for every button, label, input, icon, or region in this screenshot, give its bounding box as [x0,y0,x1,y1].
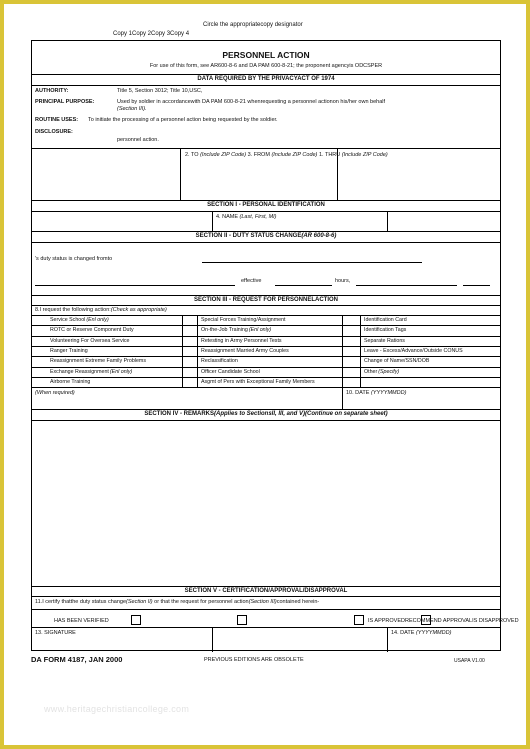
signature-label: 13. SIGNATURE [35,630,76,636]
certification-text [35,599,319,605]
routine-text: To initiate the processing of a personnel action being requested by the soldier. [88,117,278,123]
to-label: 2. TO [185,152,199,158]
action-option-label: Identification Tags [364,327,407,334]
when-required: (When required) [35,390,75,396]
action-option-col3-3[interactable] [364,348,463,354]
version-label: USAPA V1.00 [454,658,485,664]
action-option-col1-2[interactable] [50,338,130,344]
form-subtitle: For use of this form, see AR600-8-6 and DA PAM 600-8-21; the proponent agencyis ODCSPER [149,63,383,69]
action-option-label: Reassignment Married Army Couples [201,347,289,354]
action-option-label: Leave - Excess/Advance/Outside CONUS [364,347,463,354]
disclosure-text: personnel action. [117,137,159,143]
action-option-label: On-the-Job Training [201,327,248,334]
to-hint: (Include ZIP Code) [200,152,247,158]
thru-label: 1. THRU [318,152,341,158]
form-title: PERSONNEL ACTION [222,50,310,60]
action-option-col3-4[interactable] [364,358,429,364]
form-page [4,4,526,745]
verified-label: HAS BEEN VERIFIED [54,618,109,624]
checklist-row-divider [32,356,500,357]
to-field[interactable] [185,152,388,158]
action-option-col3-5[interactable] [364,369,399,375]
copy-instruction: Circle the appropriatecopy designator [203,22,303,28]
cert-hint-2: (Section III) [248,599,277,605]
purpose-label: PRINCIPAL PURPOSE: [35,99,95,105]
action-option-hint: (Enl only) [109,368,133,375]
hours-extra-line[interactable] [463,285,490,286]
action-option-label: Retesting in Army Personnel Tests [201,337,282,344]
cert-text-1: 11.I certify thatthe duty status change [35,599,127,605]
action-option-col1-5[interactable] [50,369,132,375]
form-number: DA FORM 4187, JAN 2000 [31,655,123,664]
action-option-hint: (Enl only) [86,317,109,323]
authority-label: AUTHORITY: [35,88,69,94]
request-instruction [35,307,167,313]
request-date-field[interactable] [346,390,406,396]
action-option-label: Reassignment Extreme Family Problems [50,358,146,365]
action-option-hint: (Specify) [378,368,400,375]
action-option-label: Exchange Reassignment [50,368,109,375]
action-option-label: Ranger Training [50,347,88,354]
section-2-heading [32,233,500,239]
action-option-col2-0[interactable] [201,317,286,323]
action-option-col1-3[interactable] [50,348,88,354]
action-option-col2-1[interactable] [201,327,271,333]
name-hint: (Last, First, MI) [239,214,277,220]
checklist-row-divider [32,377,500,378]
action-option-col2-5[interactable] [201,369,260,375]
action-option-label: Officer Candidate School [201,368,260,375]
section-4-title: SECTION IV - REMARKS [144,411,214,417]
from-label: 3. FROM [247,152,270,158]
action-option-label: Reclassification [201,358,238,365]
signature-field[interactable] [35,637,210,651]
action-option-col3-1[interactable] [364,327,406,333]
blank-checkbox[interactable] [237,615,247,625]
request-hint: (Check as appropriate) [110,307,167,313]
approval-options: IS APPROVEDRECOMMEND APPROVALIS DISAPPROVED [368,618,519,624]
effective-label: effective [241,278,262,284]
section-2-title: SECTION II - DUTY STATUS CHANGE [195,233,302,239]
cert-date-label: 14. DATE [391,630,415,636]
request-text: 8.I request the following action: [35,307,111,313]
action-option-col3-0[interactable] [364,317,407,323]
action-option-label: Identification Card [364,317,407,323]
from-hint: (Include ZIP Code) [271,152,318,158]
cert-date-field[interactable] [391,630,451,636]
duty-status-text: 's duty status is changed fromto [35,256,113,262]
action-option-label: Other [364,368,378,375]
section-5-heading: SECTION V - CERTIFICATION/APPROVAL/DISAPPROVAL [184,588,348,594]
cert-text-2: or that the request for personnel action [154,599,249,605]
thru-hint: (Include ZIP Code) [341,152,388,158]
checklist-row-divider [32,325,500,326]
verified-checkbox[interactable] [131,615,141,625]
effective-line[interactable] [275,285,332,286]
personnel-action-form [31,40,519,651]
duty-status-from-line[interactable] [35,285,235,286]
cert-hint-1: (Section II) [126,599,153,605]
approved-checkbox[interactable] [354,615,364,625]
request-date-hint: (YYYYMMDD) [370,390,407,396]
action-option-col1-6[interactable] [50,379,90,385]
action-option-hint: (Enl only) [248,327,272,334]
cert-date-hint: (YYYYMMDD) [415,630,452,636]
section-4-heading [32,411,500,417]
action-option-label: Special Forces Training/Assignment [201,317,286,323]
checklist-row-divider [32,336,500,337]
action-option-label: Airborne Training [50,378,91,385]
action-option-label: Separate Rations [364,337,405,344]
action-option-col2-2[interactable] [201,338,282,344]
hours-label: hours, [335,278,351,284]
action-option-col2-4[interactable] [201,358,238,364]
hours-line[interactable] [356,285,457,286]
section-2-ref: (AR 600-8-6) [301,233,337,239]
action-option-label: ROTC or Reserve Component Duty [50,327,134,334]
section-1-heading: SECTION I - PERSONAL IDENTIFICATION [207,202,325,208]
action-option-col2-3[interactable] [201,348,289,354]
purpose-text-cont: (Section III). [117,106,147,112]
checklist-row-divider [32,346,500,347]
name-label: 4. NAME [216,214,239,220]
action-option-label: Service School [50,317,86,323]
cert-text-3: contained herein- [276,599,320,605]
section-4-hint: (Applies to SectionsII, III, and V)(Continue on separate sheet) [213,411,388,417]
action-option-label: Volunteering For Oversea Service [50,337,130,344]
action-option-col1-1[interactable] [50,327,134,333]
request-date-label: 10. DATE [346,390,370,396]
remarks-area[interactable] [34,422,498,584]
disclosure-label: DISCLOSURE: [35,129,73,135]
copy-designators[interactable]: Copy 1Copy 2Copy 3Copy 4 [113,31,190,37]
action-option-label: Change of Name/SSN/DOB [364,358,430,365]
section-3-heading: SECTION III - REQUEST FOR PERSONNELACTION [193,297,338,303]
action-option-col2-6[interactable] [201,379,315,385]
checklist-row-divider [32,367,500,368]
action-option-label: Asgmt of Pers with Exceptional Family Members [201,378,315,385]
action-option-col3-2[interactable] [364,338,405,344]
duty-status-to-line[interactable] [202,262,422,263]
routine-label: ROUTINE USES: [35,117,79,123]
action-option-col1-4[interactable] [50,358,146,364]
name-field[interactable] [216,214,277,220]
watermark-text: www.heritagechristiancollege.com [44,704,190,714]
previous-editions: PREVIOUS EDITIONS ARE OBSOLETE [204,657,304,663]
action-option-col1-0[interactable] [50,317,109,323]
privacy-heading: DATA REQUIRED BY THE PRIVACYACT OF 1974 [197,76,335,82]
purpose-text: Used by soldier in accordancewith DA PAM 600-8-21 whenrequesting a personnel actionon his/her own behalf [117,99,386,105]
authority-text: Title 5, Section 3012; Title 10,USC, [117,88,203,94]
